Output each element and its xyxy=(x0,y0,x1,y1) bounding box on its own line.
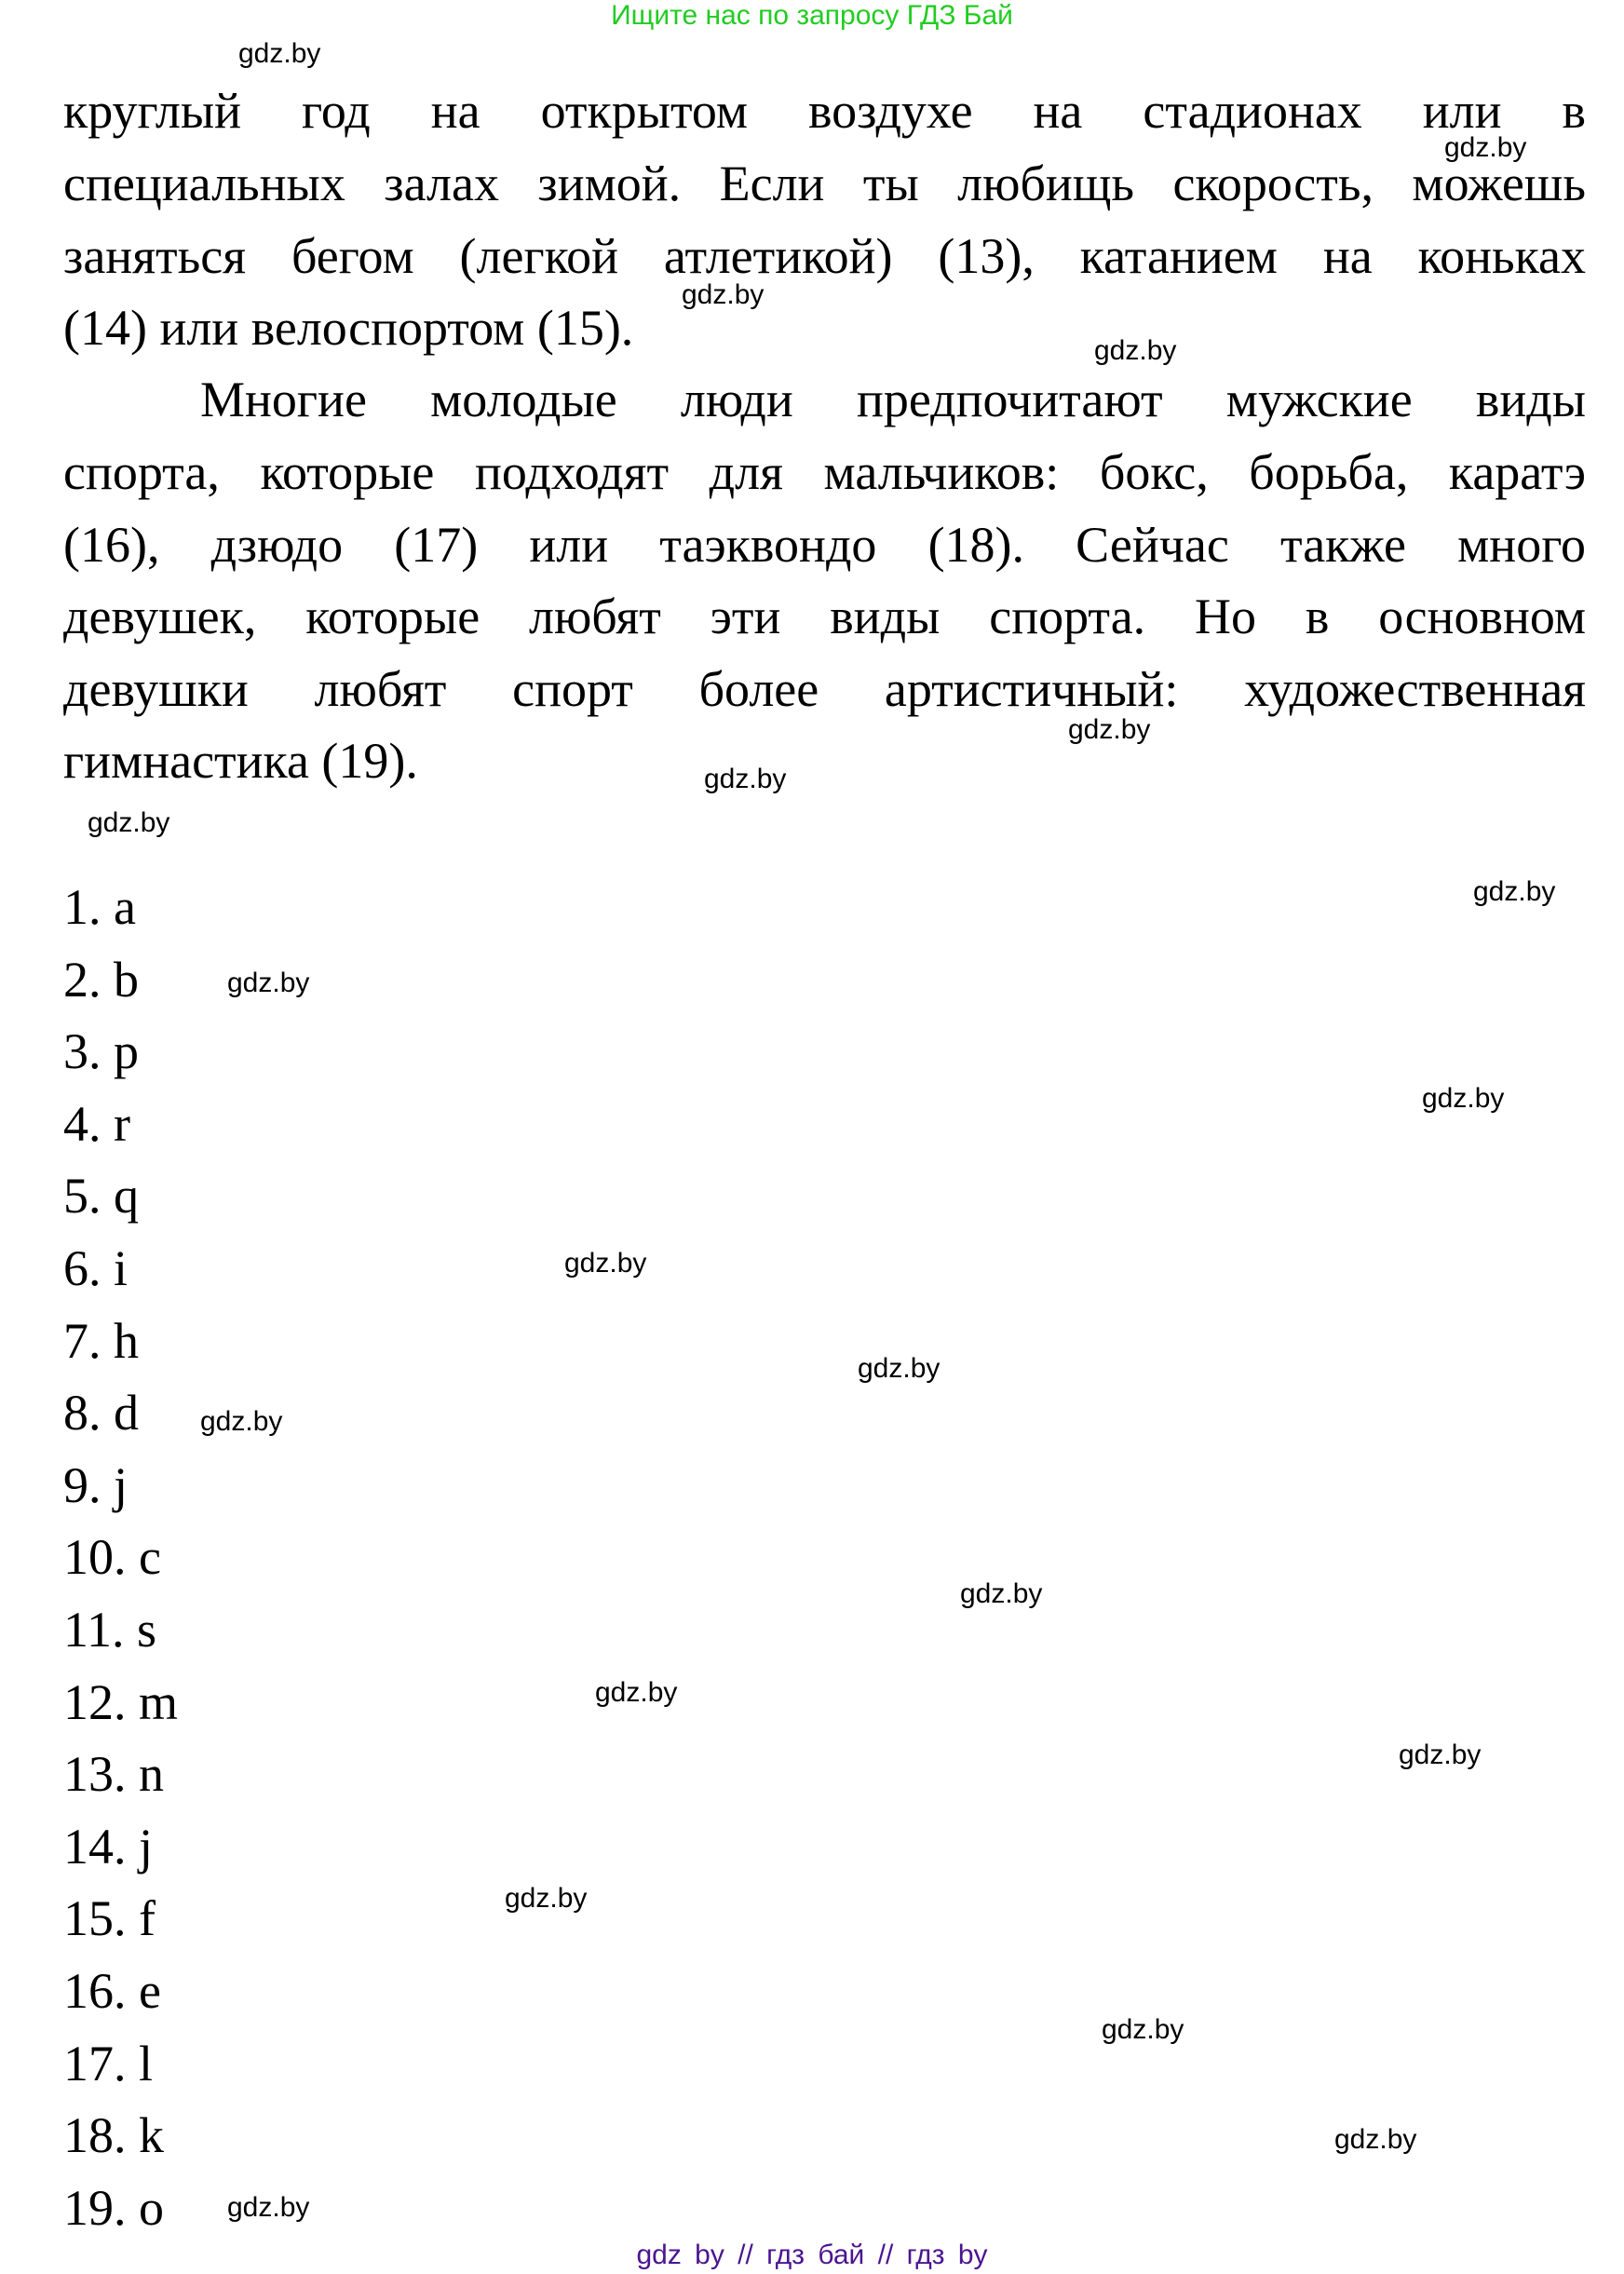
answer-item: 18. k xyxy=(63,2107,164,2164)
text-line: спорта, которые подходят для мальчиков: бокс, борьба, каратэ xyxy=(63,444,1586,500)
answer-item: 16. e xyxy=(63,1963,161,2019)
answer-item: 14. j xyxy=(63,1818,154,1875)
watermark-text: gdz.by xyxy=(564,1248,647,1279)
watermark-text: gdz.by xyxy=(1094,335,1177,366)
watermark-text: gdz.by xyxy=(595,1677,678,1708)
answer-item: 7. h xyxy=(63,1312,139,1369)
answer-item: 9. j xyxy=(63,1456,129,1513)
watermark-text: gdz.by xyxy=(704,764,787,794)
watermark-text: gdz.by xyxy=(1068,714,1151,745)
answer-item: 19. o xyxy=(63,2179,164,2236)
watermark-text: gdz.by xyxy=(227,968,310,998)
answer-item: 1. a xyxy=(63,879,136,935)
watermark-text: gdz.by xyxy=(858,1353,941,1384)
answer-item: 15. f xyxy=(63,1890,156,1947)
watermark-text: gdz.by xyxy=(960,1578,1043,1609)
text-line: (16), дзюдо (17) или таэквондо (18). Сейчас также много xyxy=(63,517,1586,573)
watermark-text: gdz.by xyxy=(1473,876,1556,907)
text-line: девушек, которые любят эти виды спорта. Но в основном xyxy=(63,589,1586,644)
text-line: (14) или велоспортом (15). xyxy=(63,300,634,356)
answer-item: 4. r xyxy=(63,1095,130,1152)
watermark-text: gdz.by xyxy=(682,279,765,310)
watermark-text: gdz.by xyxy=(1444,132,1527,163)
watermark-text: gdz.by xyxy=(1399,1739,1482,1770)
answer-item: 2. b xyxy=(63,951,139,1008)
answer-item: 17. l xyxy=(63,2035,154,2091)
text-line: круглый год на открытом воздухе на стадионах или в xyxy=(63,83,1586,139)
answer-item: 6. i xyxy=(63,1240,129,1296)
text-line: специальных залах зимой. Если ты любищь скорость, можешь xyxy=(63,156,1586,211)
top-search-banner[interactable]: Ищите нас по запросу ГДЗ Бай xyxy=(611,0,1013,31)
bottom-links-banner[interactable]: gdz by // гдз бай // гдз by xyxy=(636,2240,988,2270)
watermark-text: gdz.by xyxy=(1334,2124,1417,2155)
answer-item: 11. s xyxy=(63,1602,157,1658)
text-line: Многие молодые люди предпочитают мужские виды xyxy=(200,372,1586,427)
answer-item: 10. c xyxy=(63,1529,161,1586)
text-line: девушки любят спорт более артистичный: художественная xyxy=(63,661,1586,717)
answer-item: 13. n xyxy=(63,1746,164,1803)
watermark-text: gdz.by xyxy=(200,1406,283,1437)
watermark-text: gdz.by xyxy=(1102,2014,1184,2045)
answer-item: 5. q xyxy=(63,1168,139,1225)
text-line: заняться бегом (легкой атлетикой) (13), катанием на коньках xyxy=(63,228,1586,284)
watermark-text: gdz.by xyxy=(227,2192,310,2223)
watermark-text: gdz.by xyxy=(1422,1083,1505,1114)
watermark-text: gdz.by xyxy=(505,1883,588,1914)
answer-item: 8. d xyxy=(63,1385,139,1442)
watermark-text: gdz.by xyxy=(88,807,170,838)
text-line: гимнастика (19). xyxy=(63,733,418,789)
watermark-text: gdz.by xyxy=(238,38,321,69)
answer-item: 12. m xyxy=(63,1673,179,1730)
answer-item: 3. p xyxy=(63,1023,139,1080)
